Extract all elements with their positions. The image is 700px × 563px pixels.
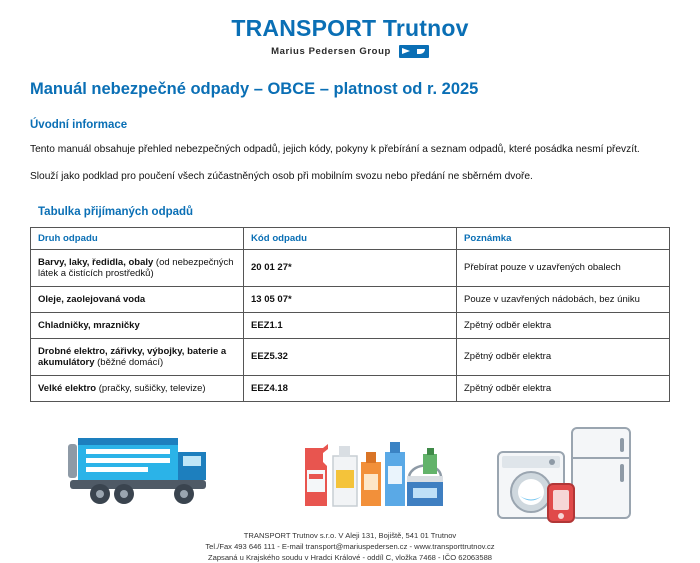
table-row <box>31 312 670 338</box>
company-logo <box>0 0 700 58</box>
hazardous-chemical-bottles-illustration <box>295 418 455 518</box>
cell-waste-type <box>31 249 244 286</box>
logo-brand-main: TRANSPORT <box>231 15 377 41</box>
waste-type-detail: (běžné domácí) <box>94 356 164 368</box>
cell-waste-type <box>31 375 244 401</box>
waste-type-detail: (od nebezpečných látek a čistících prostředků) <box>38 256 234 279</box>
waste-type-main: Chladničky, mrazničky <box>38 319 140 331</box>
column-header-note: Poznámka <box>457 227 670 249</box>
logo-group-label: Marius Pedersen Group <box>271 46 391 58</box>
garbage-truck-illustration <box>60 418 210 518</box>
cell-waste-code: EEZ5.32 <box>244 338 457 375</box>
accepted-waste-table <box>30 227 670 402</box>
logo-brand-second: Trutnov <box>382 15 469 41</box>
intro-paragraph-1: Tento manuál obsahuje přehled nebezpečných odpadů, jejich kódy, pokyny k přebírání a seznam odpadů, které posádka nesmí převzít. <box>30 144 640 156</box>
cell-note: Pouze v uzavřených nádobách, bez úniku <box>457 286 670 312</box>
waste-type-detail: (pračky, sušičky, televize) <box>96 382 206 394</box>
cell-waste-code: EEZ1.1 <box>244 312 457 338</box>
footer-contact-line: Tel./Fax 493 646 111 - E-mail transport@mariuspedersen.cz - www.transporttrutnov.cz <box>205 541 495 551</box>
cell-waste-code: 20 01 27* <box>244 249 457 286</box>
table-header-row <box>31 227 670 249</box>
intro-heading: Úvodní informace <box>30 119 128 132</box>
company-footer <box>30 530 670 563</box>
table-row <box>31 375 670 401</box>
illustration-row <box>30 418 670 528</box>
cell-note: Přebírat pouze v uzavřených obalech <box>457 249 670 286</box>
cell-waste-code: EEZ4.18 <box>244 375 457 401</box>
cell-note: Zpětný odběr elektra <box>457 375 670 401</box>
marius-pedersen-flag-icon <box>399 45 429 58</box>
waste-type-main: Oleje, zaolejovaná voda <box>38 293 146 305</box>
washing-machine-and-fridge-illustration <box>492 418 642 523</box>
page-title: Manuál nebezpečné odpady – OBCE – platnost od r. 2025 <box>30 80 479 99</box>
waste-type-main: Barvy, laky, ředidla, obaly <box>38 256 154 268</box>
column-header-waste-type: Druh odpadu <box>31 227 244 249</box>
cell-waste-code: 13 05 07* <box>244 286 457 312</box>
intro-paragraph-2: Slouží jako podklad pro poučení všech zúčastněných osob při mobilním svozu nebo předání ne sběrném dvoře. <box>30 170 533 182</box>
cell-waste-type <box>31 312 244 338</box>
table-row <box>31 338 670 375</box>
footer-registration-line: Zapsaná u Krajského soudu v Hradci Králové - oddíl C, vložka 7468 - IČO 62063588 <box>207 552 493 562</box>
column-header-waste-code: Kód odpadu <box>244 227 457 249</box>
table-heading: Tabulka přijímaných odpadů <box>38 205 194 218</box>
cell-note: Zpětný odběr elektra <box>457 338 670 375</box>
logo-title <box>0 16 700 41</box>
table-row <box>31 249 670 286</box>
waste-type-main: Velké elektro <box>38 382 97 394</box>
cell-waste-type <box>31 338 244 375</box>
logo-subtitle-row <box>0 45 700 58</box>
document-body <box>0 80 700 563</box>
footer-address-line: TRANSPORT Trutnov s.r.o. V Aleji 131, Bojiště, 541 01 Trutnov <box>243 530 457 540</box>
table-row <box>31 286 670 312</box>
waste-type-main: Drobné elektro, zářivky, výbojky, baterie a akumulátory <box>38 345 227 368</box>
cell-note: Zpětný odběr elektra <box>457 312 670 338</box>
cell-waste-type <box>31 286 244 312</box>
